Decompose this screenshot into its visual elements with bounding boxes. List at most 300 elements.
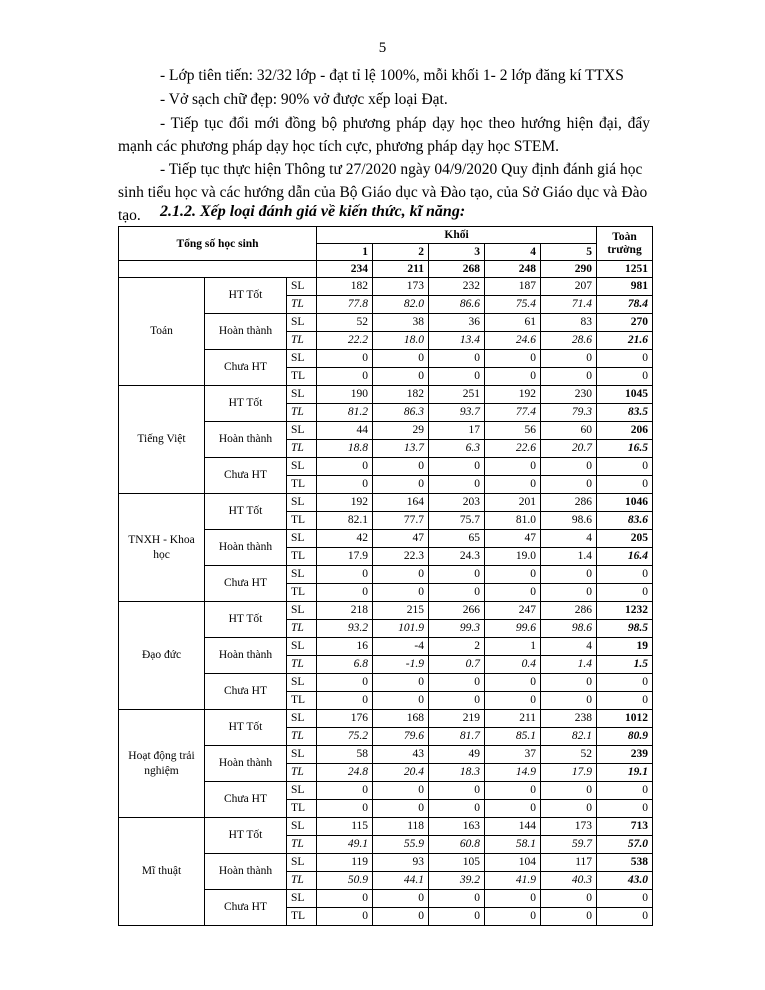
value-cell: 75.4: [485, 296, 541, 314]
table-body: [119, 278, 653, 926]
value-cell: 0: [429, 674, 485, 692]
value-cell: 22.2: [317, 332, 373, 350]
value-cell: 0: [485, 458, 541, 476]
total-cell: 19: [597, 638, 653, 656]
value-cell: 238: [541, 710, 597, 728]
value-cell: 58: [317, 746, 373, 764]
total-cell: 0: [597, 566, 653, 584]
level-label: HT Tốt: [205, 386, 287, 422]
grade-number: 1: [317, 244, 373, 261]
row-kind: SL: [287, 638, 317, 656]
value-cell: 0: [541, 908, 597, 926]
paragraph-advanced-classes: - Lớp tiên tiến: 32/32 lớp - đạt tỉ lệ 100%, mỗi khối 1- 2 lớp đăng kí TTXS: [160, 67, 624, 84]
value-cell: 2: [429, 638, 485, 656]
row-kind: SL: [287, 746, 317, 764]
total-cell: 1232: [597, 602, 653, 620]
subject-name: Đạo đức: [119, 602, 205, 710]
row-kind: SL: [287, 278, 317, 296]
row-kind: SL: [287, 818, 317, 836]
value-cell: 29: [373, 422, 429, 440]
total-cell: 0: [597, 368, 653, 386]
value-cell: 16: [317, 638, 373, 656]
value-cell: 13.7: [373, 440, 429, 458]
table-row: [119, 818, 653, 836]
value-cell: 0: [317, 566, 373, 584]
value-cell: 0: [429, 350, 485, 368]
value-cell: 40.3: [541, 872, 597, 890]
subject-name: TNXH - Khoa học: [119, 494, 205, 602]
value-cell: 60: [541, 422, 597, 440]
table-row: [119, 710, 653, 728]
value-cell: 0: [541, 458, 597, 476]
row-kind: TL: [287, 728, 317, 746]
value-cell: 163: [429, 818, 485, 836]
row-kind: TL: [287, 764, 317, 782]
value-cell: 55.9: [373, 836, 429, 854]
value-cell: 219: [429, 710, 485, 728]
level-label: Hoàn thành: [205, 530, 287, 566]
level-label: Hoàn thành: [205, 638, 287, 674]
grade-number: 4: [485, 244, 541, 261]
row-kind: SL: [287, 386, 317, 404]
total-cell: 0: [597, 890, 653, 908]
value-cell: 37: [485, 746, 541, 764]
value-cell: 47: [373, 530, 429, 548]
row-kind: SL: [287, 350, 317, 368]
value-cell: 168: [373, 710, 429, 728]
value-cell: 0: [485, 368, 541, 386]
value-cell: 173: [541, 818, 597, 836]
value-cell: 0: [317, 584, 373, 602]
value-cell: 20.7: [541, 440, 597, 458]
row-kind: TL: [287, 512, 317, 530]
level-label: Hoàn thành: [205, 854, 287, 890]
table-row: [119, 386, 653, 404]
paragraph-clean-notebooks: - Vở sạch chữ đẹp: 90% vở được xếp loại Đạt.: [160, 91, 448, 108]
value-cell: 17: [429, 422, 485, 440]
value-cell: 0: [317, 692, 373, 710]
value-cell: 0: [317, 890, 373, 908]
value-cell: 59.7: [541, 836, 597, 854]
value-cell: 0: [317, 458, 373, 476]
value-cell: 247: [485, 602, 541, 620]
value-cell: 93.7: [429, 404, 485, 422]
value-cell: 38: [373, 314, 429, 332]
header-total-students: Tổng số học sinh: [119, 227, 317, 261]
row-kind: SL: [287, 458, 317, 476]
value-cell: 1: [485, 638, 541, 656]
value-cell: 182: [317, 278, 373, 296]
level-label: Chưa HT: [205, 350, 287, 386]
value-cell: 36: [429, 314, 485, 332]
value-cell: 105: [429, 854, 485, 872]
value-cell: 86.3: [373, 404, 429, 422]
value-cell: 0: [485, 566, 541, 584]
table-row: [119, 602, 653, 620]
value-cell: 39.2: [429, 872, 485, 890]
row-kind: SL: [287, 494, 317, 512]
total-cell: 0: [597, 908, 653, 926]
value-cell: 4: [541, 638, 597, 656]
value-cell: 93.2: [317, 620, 373, 638]
total-cell: 0: [597, 674, 653, 692]
value-cell: 115: [317, 818, 373, 836]
row-kind: SL: [287, 566, 317, 584]
page-number: 5: [378, 40, 387, 56]
table-row: [119, 494, 653, 512]
value-cell: 192: [485, 386, 541, 404]
level-label: HT Tốt: [205, 278, 287, 314]
value-cell: 19.0: [485, 548, 541, 566]
value-cell: 77.8: [317, 296, 373, 314]
value-cell: 71.4: [541, 296, 597, 314]
value-cell: 286: [541, 494, 597, 512]
value-cell: 101.9: [373, 620, 429, 638]
value-cell: 0: [317, 476, 373, 494]
value-cell: 0: [429, 908, 485, 926]
value-cell: 0: [317, 908, 373, 926]
value-cell: 24.6: [485, 332, 541, 350]
value-cell: 81.2: [317, 404, 373, 422]
value-cell: -1.9: [373, 656, 429, 674]
header-row-grade: [119, 227, 653, 244]
subject-name: Tiếng Việt: [119, 386, 205, 494]
value-cell: 0: [317, 368, 373, 386]
value-cell: 230: [541, 386, 597, 404]
level-label: HT Tốt: [205, 710, 287, 746]
value-cell: 0: [429, 368, 485, 386]
total-cell: 239: [597, 746, 653, 764]
header-grade: Khối: [317, 227, 597, 244]
value-cell: 0: [541, 782, 597, 800]
row-kind: TL: [287, 476, 317, 494]
value-cell: 1.4: [541, 548, 597, 566]
value-cell: 0: [373, 674, 429, 692]
total-cell: 1045: [597, 386, 653, 404]
row-kind: TL: [287, 440, 317, 458]
value-cell: 119: [317, 854, 373, 872]
value-cell: 0: [485, 350, 541, 368]
grade-number: 3: [429, 244, 485, 261]
value-cell: 0: [373, 368, 429, 386]
value-cell: 0: [429, 890, 485, 908]
total-cell: 83.6: [597, 512, 653, 530]
value-cell: 85.1: [485, 728, 541, 746]
row-kind: SL: [287, 530, 317, 548]
total-cell: 80.9: [597, 728, 653, 746]
value-cell: 182: [373, 386, 429, 404]
value-cell: 0: [485, 674, 541, 692]
total-cell: 713: [597, 818, 653, 836]
value-cell: 13.4: [429, 332, 485, 350]
grade-count: 211: [373, 261, 429, 278]
paragraph-circular-27: - Tiếp tục thực hiện Thông tư 27/2020 ngày 04/9/2020 Quy định đánh giá học sinh tiểu học và các hướng dẫn của Bộ Giáo dục và Đào tạo, của Sở Giáo dục và Đào tạo.: [118, 161, 648, 224]
value-cell: 0: [373, 908, 429, 926]
value-cell: 22.3: [373, 548, 429, 566]
value-cell: 17.9: [541, 764, 597, 782]
value-cell: 42: [317, 530, 373, 548]
value-cell: 0.7: [429, 656, 485, 674]
value-cell: 22.6: [485, 440, 541, 458]
value-cell: 98.6: [541, 620, 597, 638]
value-cell: 99.3: [429, 620, 485, 638]
row-kind: SL: [287, 674, 317, 692]
value-cell: 0: [317, 350, 373, 368]
level-label: Hoàn thành: [205, 746, 287, 782]
value-cell: 0: [541, 584, 597, 602]
level-label: HT Tốt: [205, 818, 287, 854]
value-cell: 77.4: [485, 404, 541, 422]
value-cell: 86.6: [429, 296, 485, 314]
value-cell: 0: [317, 674, 373, 692]
value-cell: 61: [485, 314, 541, 332]
value-cell: 0: [541, 800, 597, 818]
value-cell: 211: [485, 710, 541, 728]
value-cell: 0: [485, 692, 541, 710]
value-cell: 49.1: [317, 836, 373, 854]
value-cell: 192: [317, 494, 373, 512]
value-cell: 0: [541, 350, 597, 368]
value-cell: 6.8: [317, 656, 373, 674]
value-cell: 0: [541, 674, 597, 692]
level-label: Chưa HT: [205, 566, 287, 602]
value-cell: 75.7: [429, 512, 485, 530]
value-cell: 0: [373, 476, 429, 494]
value-cell: 52: [541, 746, 597, 764]
row-kind: SL: [287, 422, 317, 440]
subject-name: Mĩ thuật: [119, 818, 205, 926]
value-cell: 0: [541, 476, 597, 494]
row-kind: SL: [287, 710, 317, 728]
row-kind: SL: [287, 782, 317, 800]
value-cell: 56: [485, 422, 541, 440]
total-cell: 19.1: [597, 764, 653, 782]
value-cell: 215: [373, 602, 429, 620]
value-cell: 201: [485, 494, 541, 512]
value-cell: 50.9: [317, 872, 373, 890]
total-cell: 0: [597, 782, 653, 800]
value-cell: 98.6: [541, 512, 597, 530]
value-cell: 17.9: [317, 548, 373, 566]
row-kind: TL: [287, 908, 317, 926]
total-cell: 1012: [597, 710, 653, 728]
value-cell: 0: [541, 368, 597, 386]
row-kind: TL: [287, 584, 317, 602]
row-kind: SL: [287, 602, 317, 620]
value-cell: 47: [485, 530, 541, 548]
value-cell: 1.4: [541, 656, 597, 674]
value-cell: 77.7: [373, 512, 429, 530]
total-cell: 78.4: [597, 296, 653, 314]
value-cell: 0: [317, 800, 373, 818]
value-cell: 20.4: [373, 764, 429, 782]
value-cell: 28.6: [541, 332, 597, 350]
value-cell: 0: [373, 566, 429, 584]
level-label: HT Tốt: [205, 602, 287, 638]
value-cell: 0: [485, 782, 541, 800]
value-cell: 81.0: [485, 512, 541, 530]
value-cell: 0: [429, 458, 485, 476]
value-cell: 218: [317, 602, 373, 620]
row-kind: TL: [287, 404, 317, 422]
total-cell: 0: [597, 800, 653, 818]
row-kind: TL: [287, 836, 317, 854]
value-cell: 82.1: [541, 728, 597, 746]
value-cell: 0: [373, 350, 429, 368]
value-cell: 18.3: [429, 764, 485, 782]
value-cell: 65: [429, 530, 485, 548]
section-heading: 2.1.2. Xếp loại đánh giá về kiến thức, kĩ năng:: [160, 203, 466, 220]
total-cell: 1.5: [597, 656, 653, 674]
value-cell: 93: [373, 854, 429, 872]
total-cell: 0: [597, 476, 653, 494]
row-kind: TL: [287, 620, 317, 638]
value-cell: 176: [317, 710, 373, 728]
total-cell: 98.5: [597, 620, 653, 638]
total-cell: 0: [597, 584, 653, 602]
total-cell: 0: [597, 350, 653, 368]
value-cell: 0: [373, 458, 429, 476]
value-cell: 266: [429, 602, 485, 620]
total-cell: 981: [597, 278, 653, 296]
value-cell: 0: [485, 908, 541, 926]
row-kind: TL: [287, 656, 317, 674]
value-cell: 0: [373, 890, 429, 908]
level-label: Hoàn thành: [205, 314, 287, 350]
row-kind: TL: [287, 800, 317, 818]
value-cell: 0: [429, 782, 485, 800]
value-cell: 207: [541, 278, 597, 296]
value-cell: 164: [373, 494, 429, 512]
value-cell: 79.6: [373, 728, 429, 746]
value-cell: 0: [541, 566, 597, 584]
grade-count: 248: [485, 261, 541, 278]
level-label: Chưa HT: [205, 782, 287, 818]
value-cell: 0: [485, 584, 541, 602]
value-cell: 24.3: [429, 548, 485, 566]
value-cell: -4: [373, 638, 429, 656]
header-school-total: Toàn trường: [597, 227, 653, 261]
value-cell: 0: [429, 566, 485, 584]
value-cell: 0: [317, 782, 373, 800]
total-cell: 206: [597, 422, 653, 440]
row-kind: SL: [287, 314, 317, 332]
value-cell: 44: [317, 422, 373, 440]
header-counts-spacer: [119, 261, 317, 278]
value-cell: 99.6: [485, 620, 541, 638]
level-label: Chưa HT: [205, 890, 287, 926]
row-kind: TL: [287, 296, 317, 314]
value-cell: 0: [429, 800, 485, 818]
value-cell: 0: [541, 890, 597, 908]
grade-number: 2: [373, 244, 429, 261]
value-cell: 0: [373, 692, 429, 710]
value-cell: 0: [485, 476, 541, 494]
row-kind: SL: [287, 890, 317, 908]
value-cell: 0: [373, 782, 429, 800]
value-cell: 117: [541, 854, 597, 872]
value-cell: 0: [485, 890, 541, 908]
school-count: 1251: [597, 261, 653, 278]
value-cell: 4: [541, 530, 597, 548]
value-cell: 81.7: [429, 728, 485, 746]
value-cell: 0: [485, 800, 541, 818]
value-cell: 41.9: [485, 872, 541, 890]
value-cell: 18.0: [373, 332, 429, 350]
value-cell: 43: [373, 746, 429, 764]
value-cell: 0: [373, 800, 429, 818]
value-cell: 44.1: [373, 872, 429, 890]
level-label: Chưa HT: [205, 674, 287, 710]
value-cell: 14.9: [485, 764, 541, 782]
value-cell: 187: [485, 278, 541, 296]
value-cell: 286: [541, 602, 597, 620]
value-cell: 0: [429, 476, 485, 494]
total-cell: 0: [597, 692, 653, 710]
grade-assessment-table: [118, 226, 653, 926]
row-kind: TL: [287, 368, 317, 386]
value-cell: 190: [317, 386, 373, 404]
subject-name: Toán: [119, 278, 205, 386]
value-cell: 118: [373, 818, 429, 836]
total-cell: 205: [597, 530, 653, 548]
value-cell: 0: [541, 692, 597, 710]
row-kind: TL: [287, 692, 317, 710]
value-cell: 0: [429, 692, 485, 710]
value-cell: 83: [541, 314, 597, 332]
value-cell: 173: [373, 278, 429, 296]
value-cell: 75.2: [317, 728, 373, 746]
row-kind: TL: [287, 872, 317, 890]
paragraph-teaching-methods: - Tiếp tục đổi mới đồng bộ phương pháp dạy học theo hướng hiện đại, đẩy mạnh các phương pháp dạy học tích cực, phương pháp dạy học STEM.: [118, 115, 650, 155]
total-cell: 57.0: [597, 836, 653, 854]
total-cell: 270: [597, 314, 653, 332]
value-cell: 18.8: [317, 440, 373, 458]
level-label: Hoàn thành: [205, 422, 287, 458]
row-kind: TL: [287, 548, 317, 566]
subject-name: Hoạt động trải nghiệm: [119, 710, 205, 818]
grade-number: 5: [541, 244, 597, 261]
value-cell: 232: [429, 278, 485, 296]
total-cell: 43.0: [597, 872, 653, 890]
value-cell: 251: [429, 386, 485, 404]
value-cell: 82.0: [373, 296, 429, 314]
value-cell: 79.3: [541, 404, 597, 422]
total-cell: 538: [597, 854, 653, 872]
value-cell: 0: [373, 584, 429, 602]
value-cell: 60.8: [429, 836, 485, 854]
header-row-counts: [119, 261, 653, 278]
value-cell: 58.1: [485, 836, 541, 854]
total-cell: 1046: [597, 494, 653, 512]
total-cell: 0: [597, 458, 653, 476]
value-cell: 24.8: [317, 764, 373, 782]
row-kind: TL: [287, 332, 317, 350]
total-cell: 21.6: [597, 332, 653, 350]
table-row: [119, 278, 653, 296]
grade-count: 234: [317, 261, 373, 278]
grade-count: 268: [429, 261, 485, 278]
value-cell: 6.3: [429, 440, 485, 458]
total-cell: 16.4: [597, 548, 653, 566]
total-cell: 16.5: [597, 440, 653, 458]
value-cell: 104: [485, 854, 541, 872]
value-cell: 82.1: [317, 512, 373, 530]
value-cell: 49: [429, 746, 485, 764]
value-cell: 203: [429, 494, 485, 512]
value-cell: 52: [317, 314, 373, 332]
level-label: Chưa HT: [205, 458, 287, 494]
